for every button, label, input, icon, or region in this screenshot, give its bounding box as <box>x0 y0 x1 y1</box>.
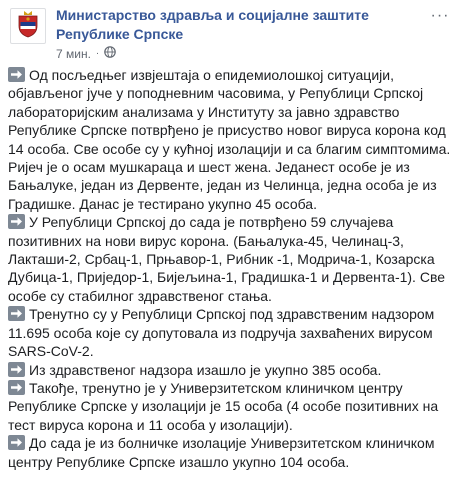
paragraph-text: Од посљедњег извјештаја о епидемиолошкој ситуацији, објављеног јуче у поподневним часовима, у Републици Српској лабораторијским анализама у Институту за јавно здравство Републике Српске потврђено је присуство новог вируса корона код 14 особа. Све особе су у кућној изолацији и са благим симптомима. Ријеч је о осам мушкараца и шест жена. Једанест особе је из Бањалуке, један из Дервенте, један из Челинца, једна особа је из Градишке. Данас је тестирано укупно 45 особа. <box>8 67 451 212</box>
paragraph-text: Тренутно су у Републици Српској под здравственим надзором 11.695 особа које су допутовала из подручја захваћених вирусом SARS-CoV-2. <box>8 306 435 360</box>
post-meta <box>56 46 116 61</box>
page-name-link[interactable]: Министарство здравља и социјалне заштите Републике Српске <box>56 7 369 42</box>
post-timestamp[interactable]: 7 мин. <box>56 46 91 61</box>
paragraph-text: До сада је из болничке изолације Универзитетском клиничком центру Републике Српске изашло укупно 104 особа. <box>8 435 435 470</box>
page-avatar[interactable] <box>10 8 46 44</box>
post-paragraph <box>8 379 460 434</box>
more-options-button[interactable]: ··· <box>430 7 450 24</box>
right-arrow-icon <box>8 306 25 321</box>
post-paragraph <box>8 66 460 213</box>
post-header <box>10 6 456 60</box>
right-arrow-icon <box>8 362 25 377</box>
post-paragraph <box>8 361 460 379</box>
paragraph-text: Из здравственог надзора изашло је укупно 385 особа. <box>29 361 382 378</box>
right-arrow-icon <box>8 435 25 450</box>
meta-separator: · <box>95 47 100 59</box>
coat-of-arms-icon <box>17 10 39 43</box>
paragraph-text: У Републици Српској до сада је потврђено 59 случајева позитивних на нови вирус корона. (Бањалука-45, Челинац-3, Лакташи-2, Србац-1, Прњавор-1, Рибник -1, Модрича-1, Козарска Дубица-1, Приједор-1, Бијељина-1, Градишка-1 и Дервента-1). Све особе су стабилног здравственог стања. <box>8 214 446 304</box>
post-paragraph <box>8 305 460 360</box>
right-arrow-icon <box>8 67 25 82</box>
right-arrow-icon <box>8 214 25 229</box>
right-arrow-icon <box>8 380 25 395</box>
post-paragraph <box>8 434 460 471</box>
globe-icon[interactable] <box>104 46 116 61</box>
post-paragraph <box>8 213 460 305</box>
post-body <box>8 66 460 471</box>
paragraph-text: Такође, тренутно је у Универзитетском клиничком центру Републике Српске у изолацији је 15 особа (4 особе позитивних на тест вируса корона и 11 особа у изолацији). <box>8 379 439 433</box>
